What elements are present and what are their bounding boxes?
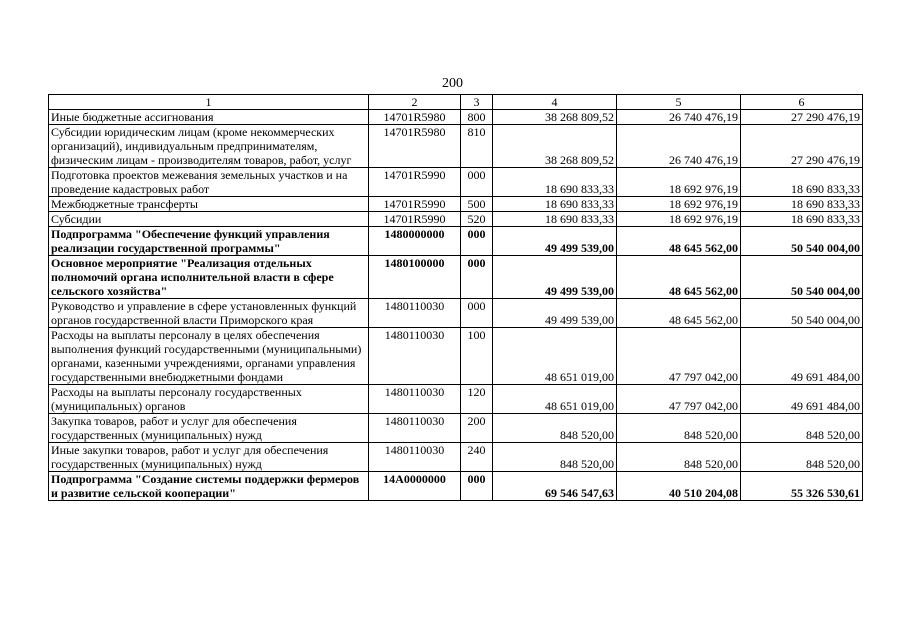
- row-vr-cell: 810: [461, 125, 493, 168]
- row-year3-amount-cell: 18 690 833,33: [741, 212, 863, 227]
- table-row: [49, 110, 863, 125]
- row-year2-amount-cell: 26 740 476,19: [617, 110, 741, 125]
- row-year1-amount-cell: 18 690 833,33: [493, 168, 617, 197]
- row-year3-amount-cell: 50 540 004,00: [741, 227, 863, 256]
- row-code-cell: 1480110030: [369, 299, 461, 328]
- row-year2-amount-cell: 48 645 562,00: [617, 299, 741, 328]
- table-row: [49, 197, 863, 212]
- row-vr-cell: 100: [461, 328, 493, 385]
- row-name-cell: Подпрограмма "Создание системы поддержки фермеров и развитие сельской кооперации": [49, 472, 369, 501]
- row-year1-amount-cell: 38 268 809,52: [493, 110, 617, 125]
- table-row: [49, 328, 863, 385]
- row-year1-amount-cell: 49 499 539,00: [493, 227, 617, 256]
- row-code-cell: 1480110030: [369, 385, 461, 414]
- row-year3-amount-cell: 18 690 833,33: [741, 197, 863, 212]
- table-header-row: [49, 95, 863, 110]
- row-vr-cell: 500: [461, 197, 493, 212]
- column-header: 6: [741, 95, 863, 110]
- row-vr-cell: 520: [461, 212, 493, 227]
- row-vr-cell: 240: [461, 443, 493, 472]
- table-row: [49, 443, 863, 472]
- table-row: [49, 256, 863, 299]
- row-name-cell: Субсидии юридическим лицам (кроме некоммерческих организаций), индивидуальным предпринимателям, физическим лицам - производителям товаров, работ, услуг: [49, 125, 369, 168]
- row-year3-amount-cell: 50 540 004,00: [741, 299, 863, 328]
- budget-table: [48, 94, 863, 501]
- row-vr-cell: 120: [461, 385, 493, 414]
- row-name-cell: Основное мероприятие "Реализация отдельных полномочий органа исполнительной власти в сфере сельского хозяйства": [49, 256, 369, 299]
- row-year2-amount-cell: 47 797 042,00: [617, 328, 741, 385]
- row-code-cell: 1480110030: [369, 328, 461, 385]
- row-year2-amount-cell: 848 520,00: [617, 414, 741, 443]
- row-name-cell: Расходы на выплаты персоналу государственных (муниципальных) органов: [49, 385, 369, 414]
- row-year2-amount-cell: 18 692 976,19: [617, 212, 741, 227]
- row-year1-amount-cell: 18 690 833,33: [493, 197, 617, 212]
- row-year2-amount-cell: 47 797 042,00: [617, 385, 741, 414]
- table-row: [49, 472, 863, 501]
- row-year3-amount-cell: 50 540 004,00: [741, 256, 863, 299]
- row-year2-amount-cell: 26 740 476,19: [617, 125, 741, 168]
- row-year1-amount-cell: 18 690 833,33: [493, 212, 617, 227]
- row-code-cell: 14701R5980: [369, 125, 461, 168]
- row-vr-cell: 000: [461, 299, 493, 328]
- row-code-cell: 1480100000: [369, 256, 461, 299]
- row-year1-amount-cell: 848 520,00: [493, 443, 617, 472]
- row-year3-amount-cell: 27 290 476,19: [741, 110, 863, 125]
- row-vr-cell: 000: [461, 168, 493, 197]
- row-code-cell: 14701R5990: [369, 197, 461, 212]
- row-name-cell: Подпрограмма "Обеспечение функций управления реализации государственной программы": [49, 227, 369, 256]
- row-year1-amount-cell: 38 268 809,52: [493, 125, 617, 168]
- table-row: [49, 125, 863, 168]
- row-code-cell: 14701R5990: [369, 168, 461, 197]
- row-year3-amount-cell: 49 691 484,00: [741, 385, 863, 414]
- row-name-cell: Межбюджетные трансферты: [49, 197, 369, 212]
- row-year2-amount-cell: 48 645 562,00: [617, 227, 741, 256]
- row-name-cell: Субсидии: [49, 212, 369, 227]
- row-name-cell: Иные закупки товаров, работ и услуг для обеспечения государственных (муниципальных) нужд: [49, 443, 369, 472]
- row-name-cell: Иные бюджетные ассигнования: [49, 110, 369, 125]
- row-vr-cell: 000: [461, 227, 493, 256]
- row-year2-amount-cell: 18 692 976,19: [617, 197, 741, 212]
- column-header: 4: [493, 95, 617, 110]
- row-year3-amount-cell: 18 690 833,33: [741, 168, 863, 197]
- row-year1-amount-cell: 49 499 539,00: [493, 256, 617, 299]
- table-row: [49, 168, 863, 197]
- row-code-cell: 1480110030: [369, 443, 461, 472]
- column-header: 5: [617, 95, 741, 110]
- row-code-cell: 1480000000: [369, 227, 461, 256]
- row-year3-amount-cell: 848 520,00: [741, 443, 863, 472]
- row-year3-amount-cell: 49 691 484,00: [741, 328, 863, 385]
- column-header: 3: [461, 95, 493, 110]
- row-vr-cell: 200: [461, 414, 493, 443]
- row-year2-amount-cell: 40 510 204,08: [617, 472, 741, 501]
- row-year1-amount-cell: 48 651 019,00: [493, 385, 617, 414]
- row-year1-amount-cell: 48 651 019,00: [493, 328, 617, 385]
- row-year2-amount-cell: 848 520,00: [617, 443, 741, 472]
- table-row: [49, 414, 863, 443]
- row-year3-amount-cell: 27 290 476,19: [741, 125, 863, 168]
- table-row: [49, 227, 863, 256]
- row-name-cell: Подготовка проектов межевания земельных участков и на проведение кадастровых работ: [49, 168, 369, 197]
- row-year3-amount-cell: 55 326 530,61: [741, 472, 863, 501]
- row-year1-amount-cell: 848 520,00: [493, 414, 617, 443]
- table-row: [49, 212, 863, 227]
- row-year3-amount-cell: 848 520,00: [741, 414, 863, 443]
- row-code-cell: 1480110030: [369, 414, 461, 443]
- column-header: 2: [369, 95, 461, 110]
- row-name-cell: Закупка товаров, работ и услуг для обеспечения государственных (муниципальных) нужд: [49, 414, 369, 443]
- row-vr-cell: 000: [461, 256, 493, 299]
- row-year1-amount-cell: 49 499 539,00: [493, 299, 617, 328]
- table-row: [49, 385, 863, 414]
- page-number: 200: [442, 76, 463, 91]
- table-row: [49, 299, 863, 328]
- row-code-cell: 14А0000000: [369, 472, 461, 501]
- row-name-cell: Руководство и управление в сфере установленных функций органов государственной власти Приморского края: [49, 299, 369, 328]
- row-code-cell: 14701R5980: [369, 110, 461, 125]
- row-vr-cell: 800: [461, 110, 493, 125]
- column-header: 1: [49, 95, 369, 110]
- row-code-cell: 14701R5990: [369, 212, 461, 227]
- row-name-cell: Расходы на выплаты персоналу в целях обеспечения выполнения функций государственными (муниципальными) органами, казенными учреждениями, органами управления государственными внебюджетными фондами: [49, 328, 369, 385]
- row-year2-amount-cell: 18 692 976,19: [617, 168, 741, 197]
- row-year2-amount-cell: 48 645 562,00: [617, 256, 741, 299]
- row-vr-cell: 000: [461, 472, 493, 501]
- row-year1-amount-cell: 69 546 547,63: [493, 472, 617, 501]
